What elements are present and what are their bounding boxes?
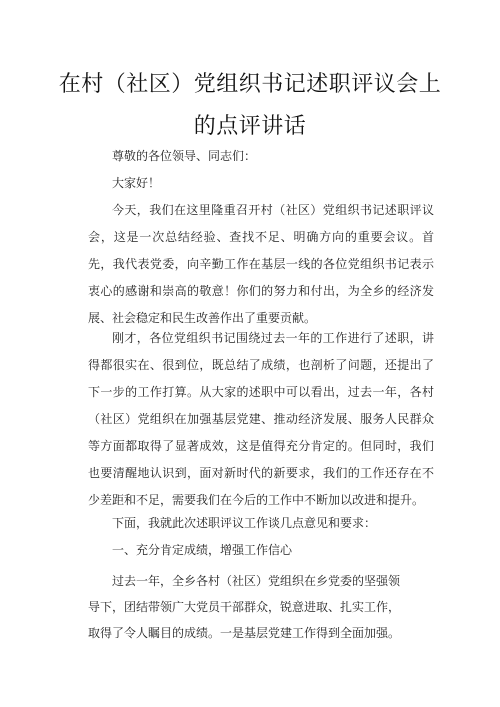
- salutation: 尊敬的各位领导、同志们：: [112, 149, 257, 163]
- intro-line: 下面，我就此次述职评议工作谈几点意见和要求：: [112, 516, 377, 530]
- document-title-line-2: 的点评讲话: [193, 114, 307, 139]
- paragraph-1: 今天，我们在这里隆重召开村（社区）党组织书记述职评议会，这是一次总结经验、查找不足、明确方向的重要会议。首先，我代表党委，向辛勤工作在基层一线的各位党组织书记表示衷心的感谢和崇高的敬意！你们的努力和付出，为全乡的经济发展、社会稳定和民生改善作出了重要贡献。: [88, 203, 434, 325]
- greeting: 大家好！: [112, 176, 161, 190]
- paragraph-3-line-1: 过去一年，全乡各村（社区）党组织在乡党委的坚强领: [112, 574, 401, 588]
- document-title-line-1: 在村（社区）党组织书记述职评议会上: [58, 72, 442, 97]
- paragraph-2: 刚才，各位党组织书记围绕过去一年的工作进行了述职，讲得都很实在、很到位，既总结了成绩，也剖析了问题，还提出了下一步的工作打算。从大家的述职中可以看出，过去一年，各村（社区）党组织在加强基层党建、推动经济发展、服务人民群众等方面都取得了显著成效，这是值得充分肯定的。但同时，我们也要清醒地认识到，面对新时代的新要求，我们的工作还存在不少差距和不足，需要我们在今后的工作中不断加以改进和提升。: [88, 331, 434, 507]
- paragraph-3-line-2: 导下，团结带领广大党员干部群众，锐意进取、扎实工作，: [88, 600, 401, 614]
- section-heading-1: 一、充分肯定成绩，增强工作信心: [112, 543, 293, 557]
- paragraph-3-line-3: 取得了令人瞩目的成绩。一是基层党建工作得到全面加强。: [88, 626, 401, 640]
